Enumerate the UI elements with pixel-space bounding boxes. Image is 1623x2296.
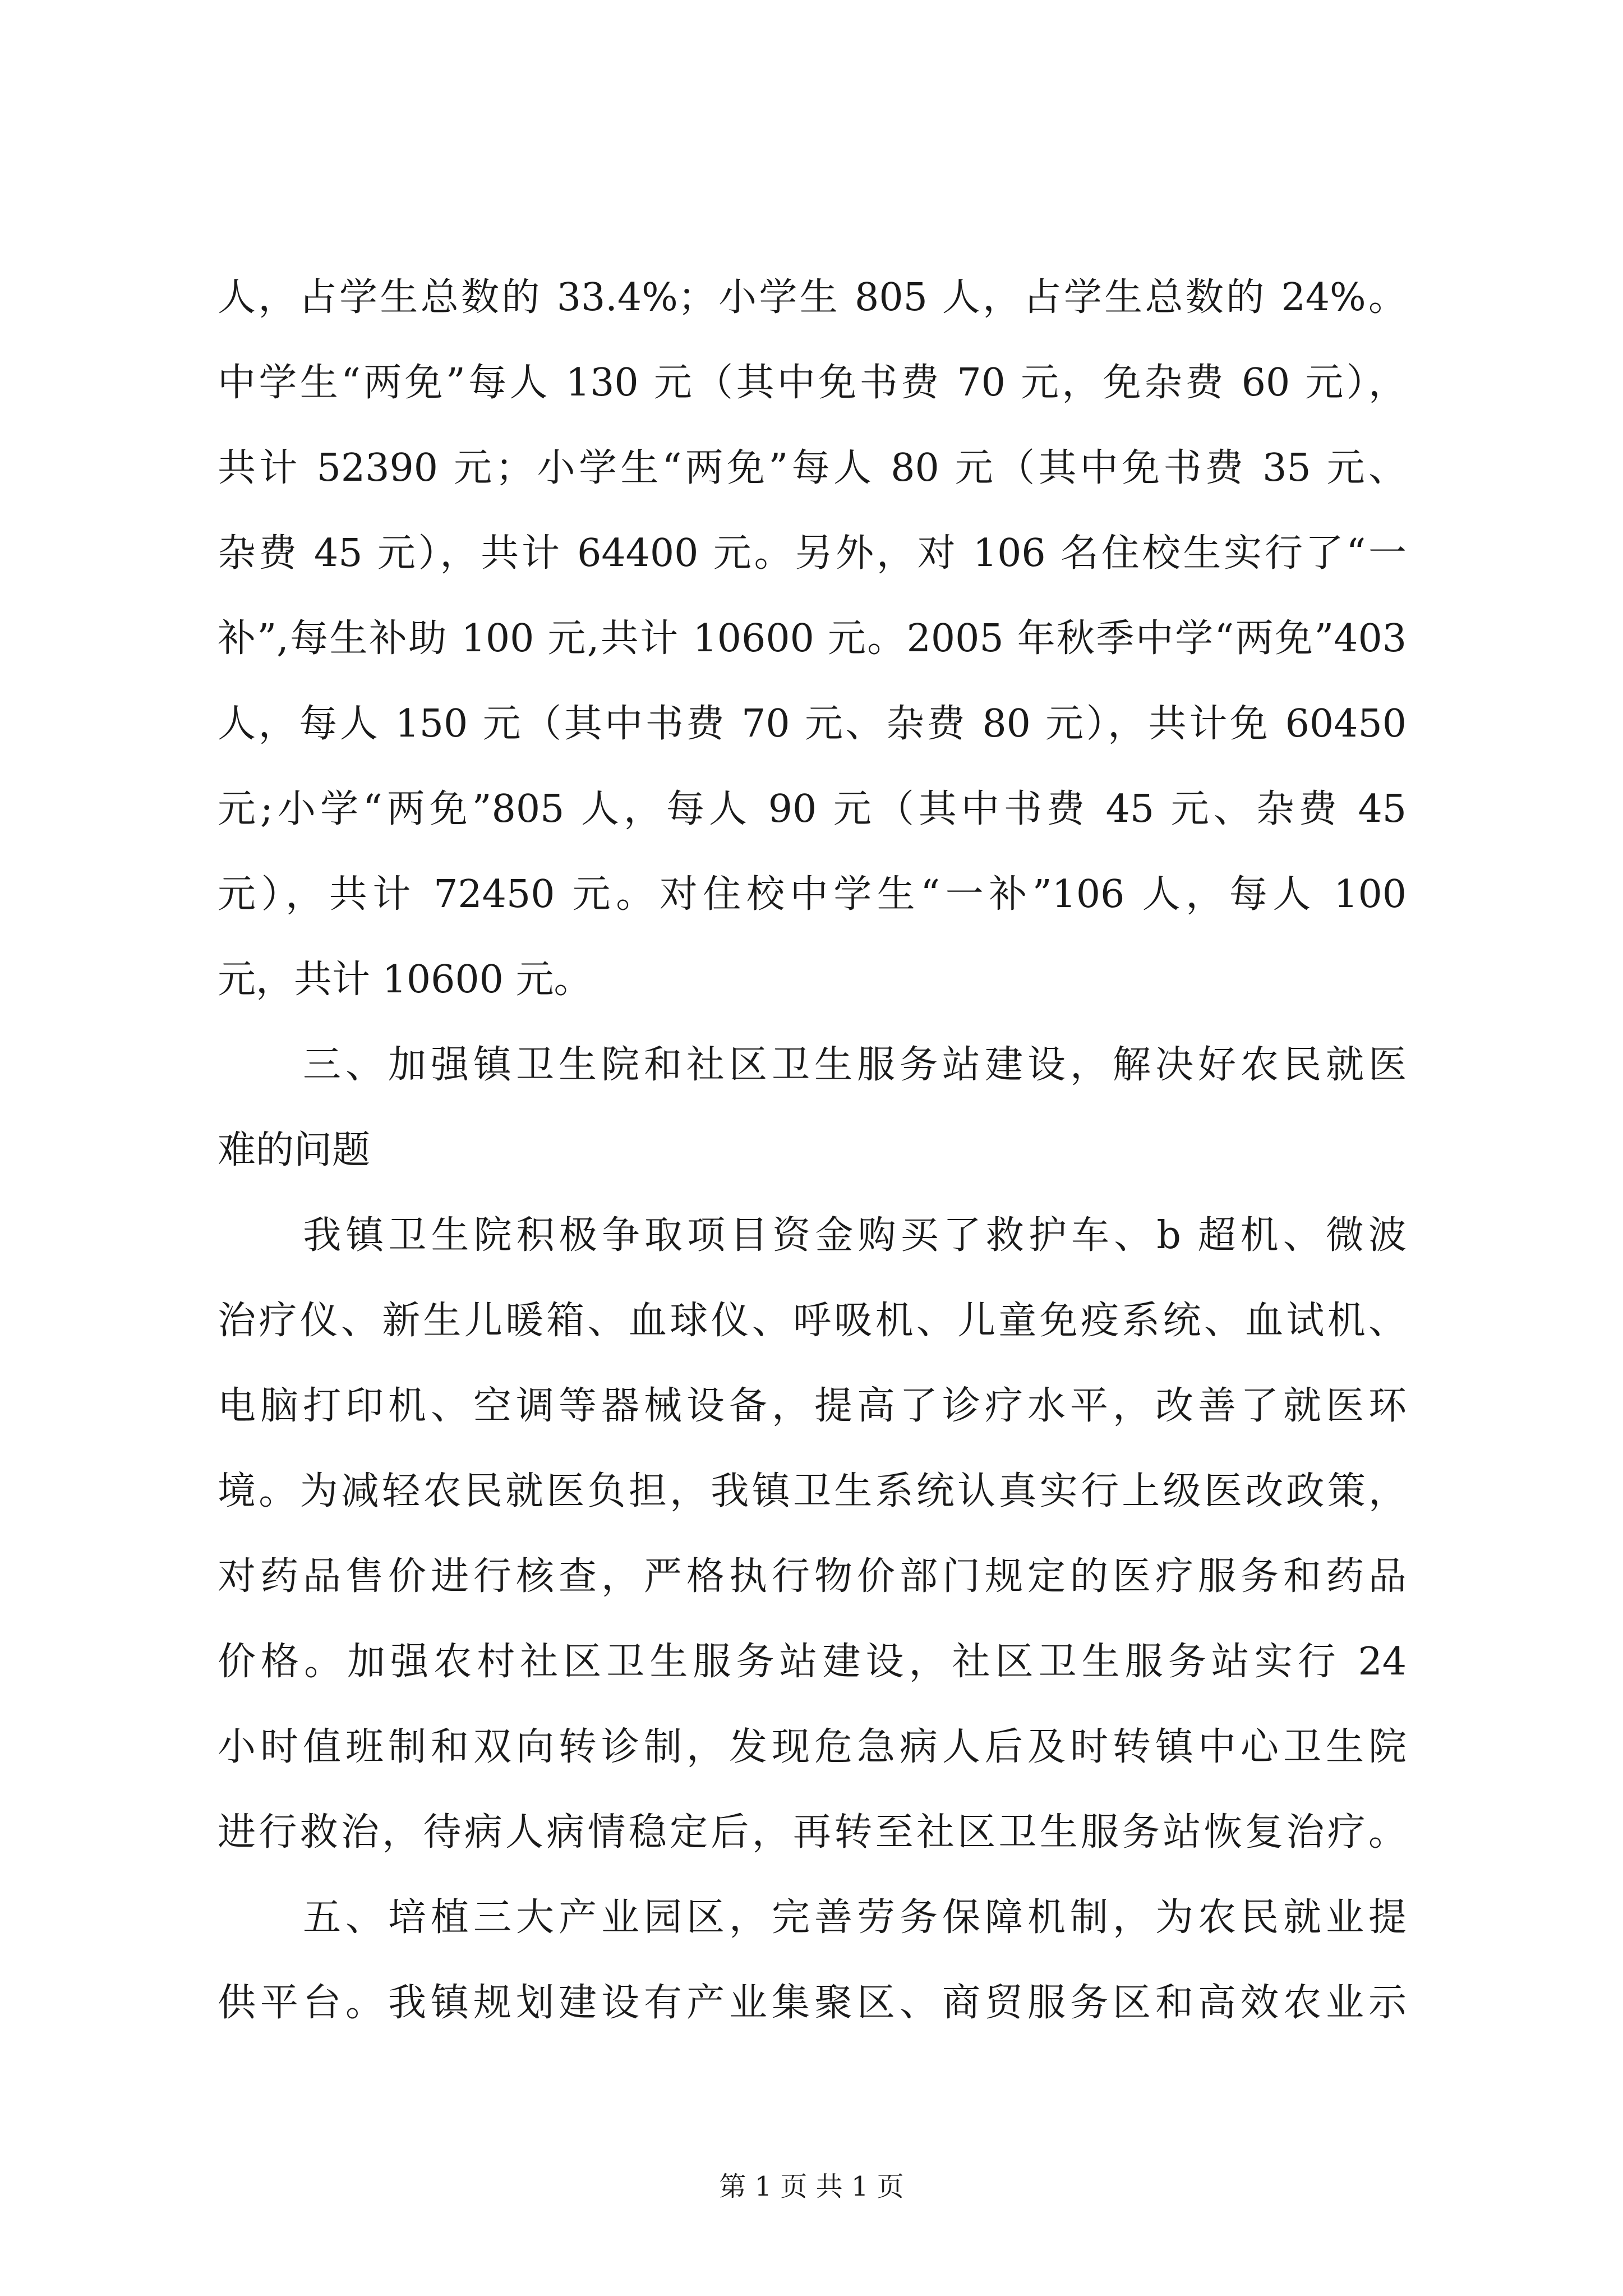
section-heading-line: 三、加强镇卫生院和社区卫生服务站建设，解决好农民就医 — [218, 1043, 1407, 1087]
text-line: 我镇卫生院积极争取项目资金购买了救护车、b 超机、微波 — [218, 1213, 1407, 1258]
text-line: 价格。加强农村社区卫生服务站建设，社区卫生服务站实行 24 — [218, 1640, 1407, 1684]
text-line: 共计 52390 元；小学生“两免”每人 80 元（其中免书费 35 元、 — [218, 446, 1407, 490]
text-line: 元;小学“两免”805 人，每人 90 元（其中书费 45 元、杂费 45 — [218, 787, 1407, 831]
section-heading-line: 难的问题 — [218, 1128, 371, 1172]
text-line: 人，每人 150 元（其中书费 70 元、杂费 80 元），共计免 60450 — [218, 702, 1407, 746]
document-body — [218, 255, 1407, 2046]
text-line: 人，占学生总数的 33.4%；小学生 805 人，占学生总数的 24%。 — [218, 275, 1407, 320]
text-line: 元），共计 72450 元。对住校中学生“一补”106 人，每人 100 — [218, 872, 1407, 917]
text-line: 杂费 45 元），共计 64400 元。另外，对 106 名住校生实行了“一 — [218, 531, 1407, 576]
text-line: 供平台。我镇规划建设有产业集聚区、商贸服务区和高效农业示 — [218, 1981, 1407, 2025]
text-line: 进行救治，待病人病情稳定后，再转至社区卫生服务站恢复治疗。 — [218, 1810, 1407, 1855]
text-line: 电脑打印机、空调等器械设备，提高了诊疗水平，改善了就医环 — [218, 1384, 1407, 1428]
page-footer — [0, 2170, 1623, 2203]
text-line: 五、培植三大产业园区，完善劳务保障机制，为农民就业提 — [218, 1895, 1407, 1940]
text-line: 补”,每生补助 100 元,共计 10600 元。2005 年秋季中学“两免”403 — [218, 616, 1407, 661]
text-line: 治疗仪、新生儿暖箱、血球仪、呼吸机、儿童免疫系统、血试机、 — [218, 1299, 1407, 1343]
text-line: 小时值班制和双向转诊制，发现危急病人后及时转镇中心卫生院 — [218, 1725, 1407, 1769]
page-number-label: 第 1 页 共 1 页 — [719, 2171, 904, 2202]
text-line: 中学生“两免”每人 130 元（其中免书费 70 元，免杂费 60 元）， — [218, 361, 1407, 405]
text-line: 境。为减轻农民就医负担，我镇卫生系统认真实行上级医改政策， — [218, 1469, 1407, 1513]
text-line: 对药品售价进行核查，严格执行物价部门规定的医疗服务和药品 — [218, 1554, 1407, 1599]
text-line: 元，共计 10600 元。 — [218, 958, 592, 1002]
